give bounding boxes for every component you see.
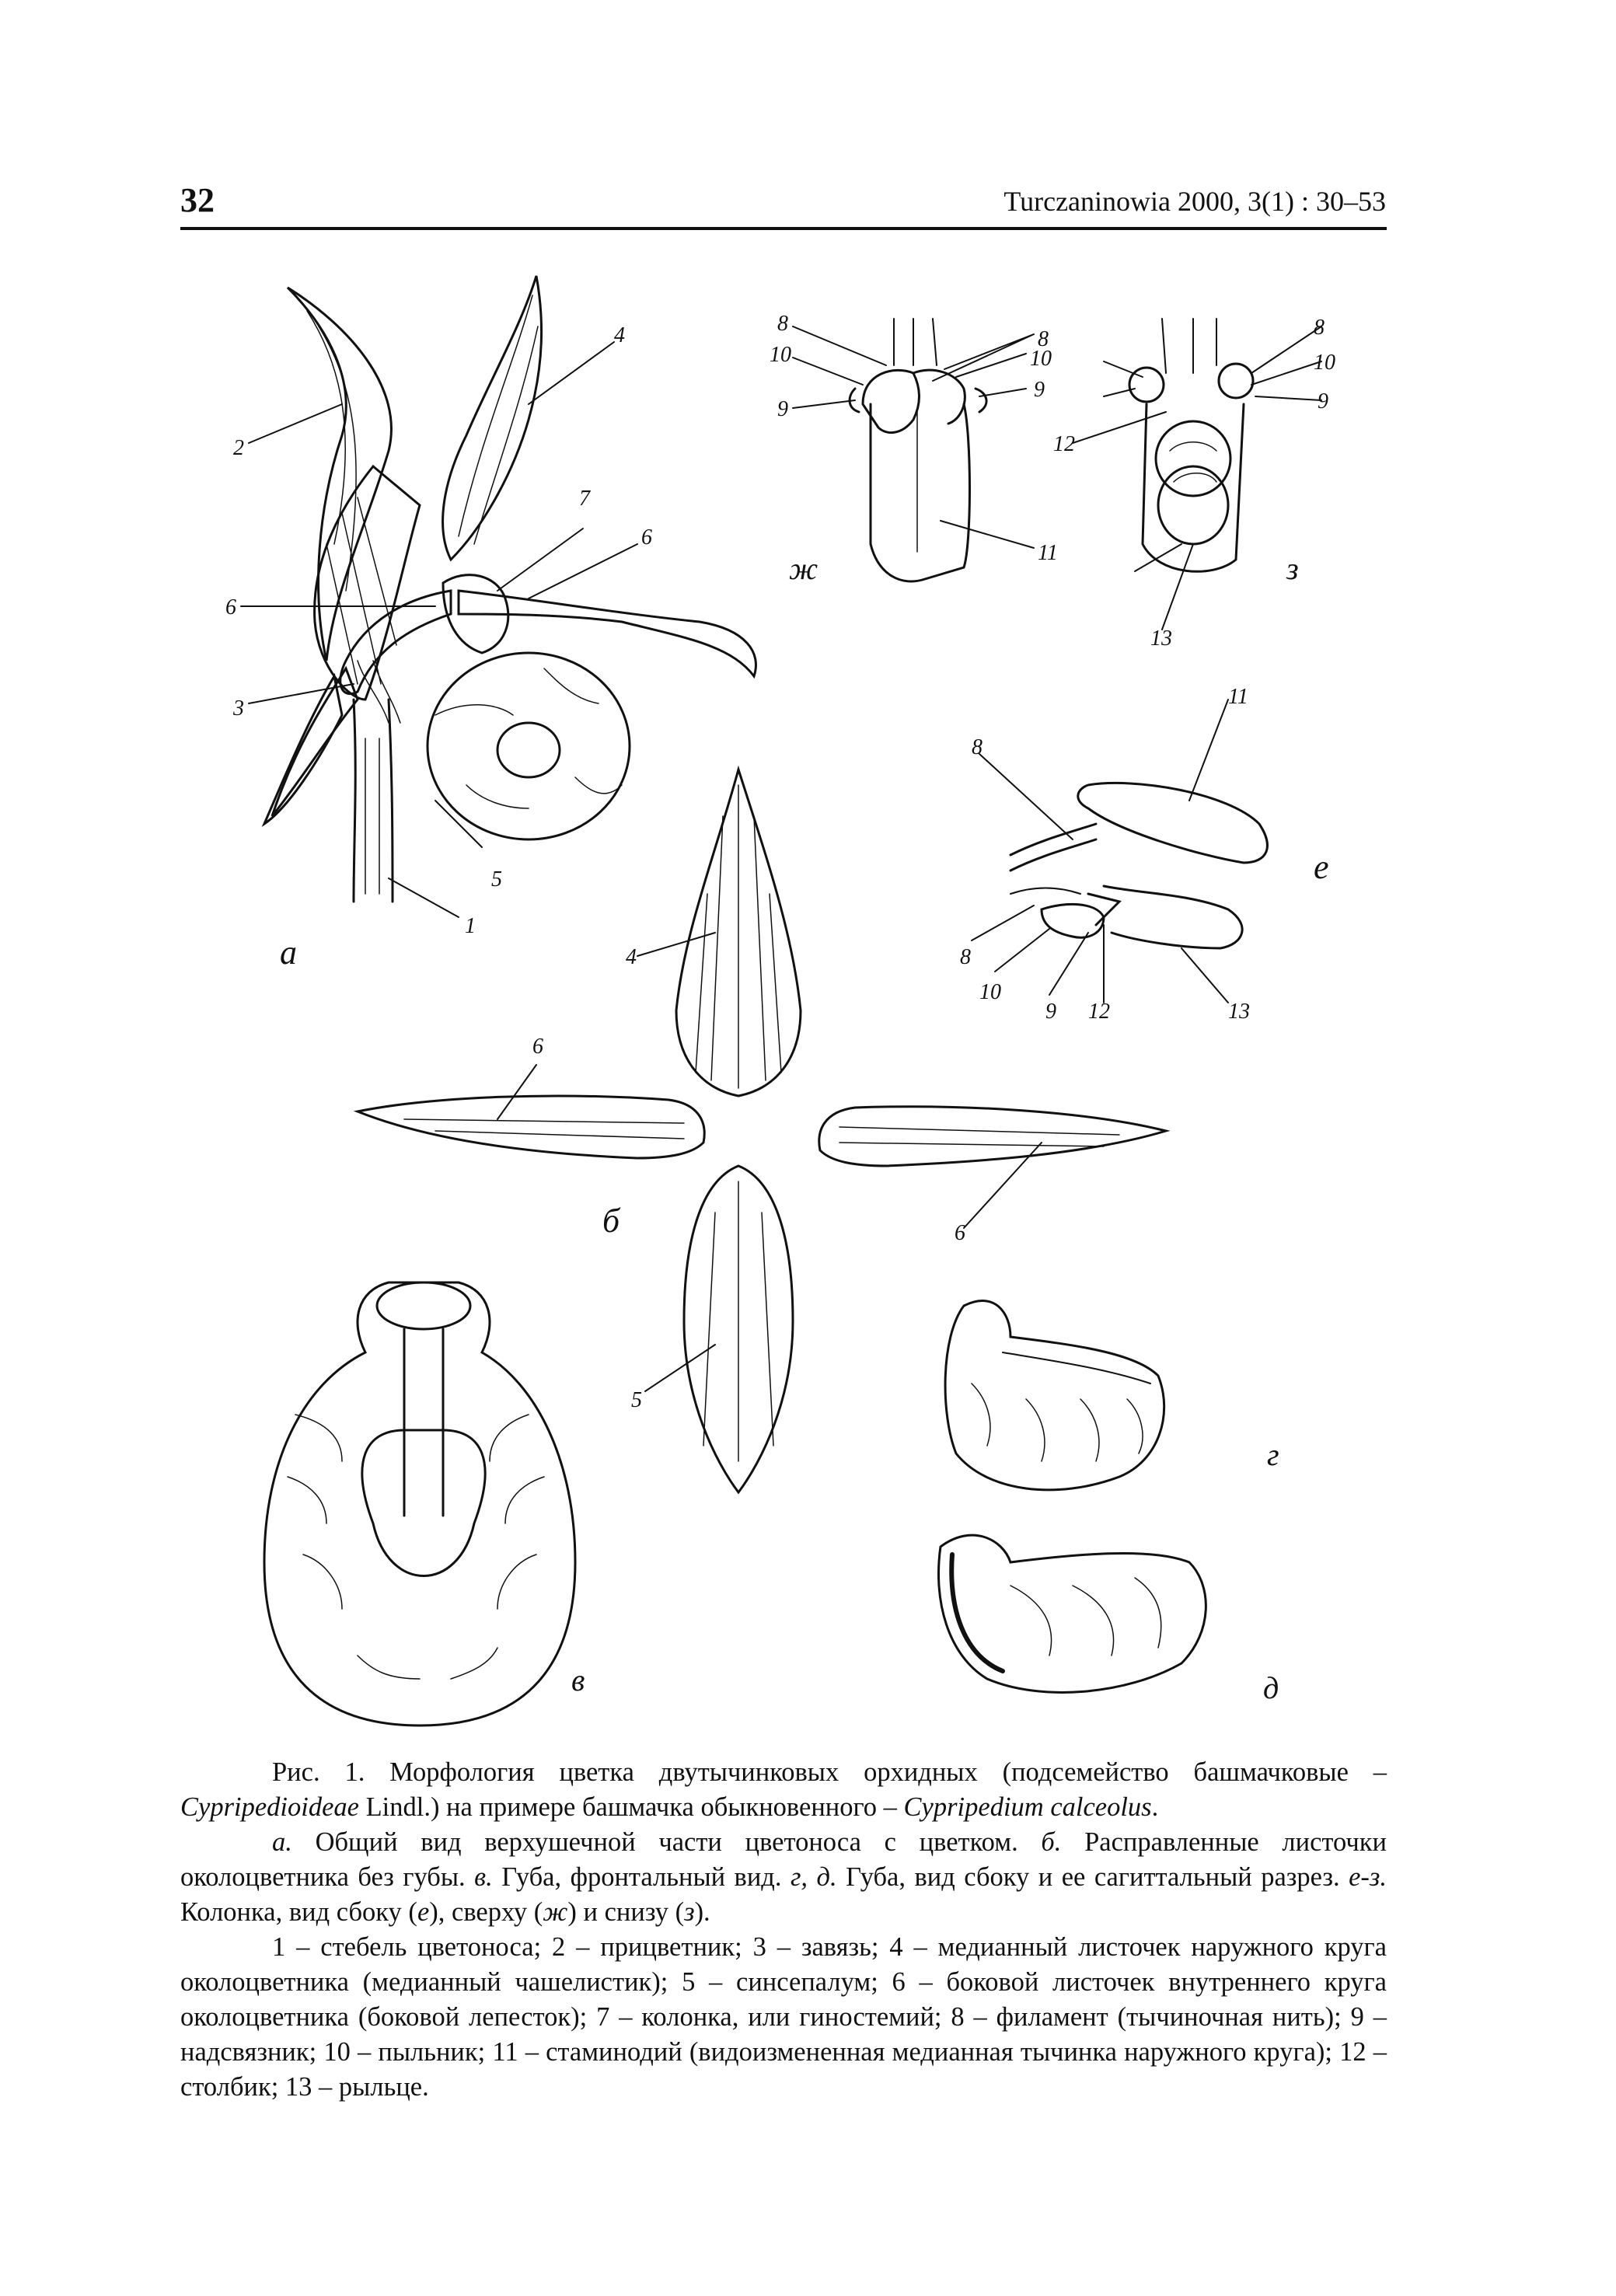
illustration-lip-side-view — [945, 1301, 1164, 1490]
label-11-top: 11 — [1038, 541, 1058, 565]
label-6-plant-left: 6 — [225, 595, 236, 619]
label-5-perianth: 5 — [631, 1388, 642, 1412]
label-9-bottom-view: 9 — [1318, 389, 1328, 413]
caption-legend: 1 – стебель цветоноса; 2 – прицветник; 3 – завязь; 4 – медианный листочек наружного круга околоцветника (медианный чашелистик); 5 – синсепалум; 6 – боковой листочек внутреннего круга околоцветника (боковой лепесток); 7 – колонка, или гиностемий; 8 – филамент (тычиночная нить); 9 – надсвязник; 10 – пыльник; 11 – стаминодий (видоизмененная медианная тычинка наружного круга); 12 – столбик; 13 – рыльце. — [180, 1932, 1387, 2102]
label-6-plant-right: 6 — [641, 525, 652, 550]
label-6-perianth-right: 6 — [955, 1221, 965, 1245]
label-8-top-left: 8 — [777, 312, 788, 336]
panel-label-a: а — [280, 933, 297, 972]
label-10-top-mid: 10 — [1030, 347, 1052, 371]
label-8-top-mid: 8 — [1038, 327, 1049, 351]
figure-caption — [180, 1755, 1387, 2105]
illustration-column-top-view — [793, 319, 1034, 581]
label-4-plant: 4 — [614, 323, 625, 347]
illustration-column-side-view — [972, 700, 1267, 1003]
label-8-side-top: 8 — [972, 735, 983, 759]
label-12-bottom-view: 12 — [1053, 432, 1075, 456]
label-11-side: 11 — [1228, 685, 1248, 709]
panel-label-g: г — [1267, 1437, 1279, 1472]
panel-label-e: е — [1314, 848, 1329, 886]
caption-panels: а. Общий вид верхушечной части цветоноса с цветком. б. Расправленные листочки околоцветника без губы. в. Губа, фронтальный вид. г, д. Губа, вид сбоку и ее сагиттальный разрез. е-з. Колонка, вид сбоку (е), сверху (ж) и снизу (з). — [180, 1827, 1387, 1927]
label-9-side: 9 — [1045, 1000, 1056, 1024]
journal-citation: Turczaninowia 2000, 3(1) : 30–53 — [1003, 186, 1386, 217]
illustration-column-bottom-view — [1073, 319, 1321, 630]
illustration-plant-general-view — [241, 276, 756, 917]
illustration-lip-sagittal-section — [939, 1535, 1206, 1692]
label-8-side-bottom: 8 — [960, 945, 971, 969]
label-8-bottom-view: 8 — [1314, 316, 1325, 340]
label-2: 2 — [233, 436, 244, 460]
illustration-lip-front-view — [264, 1282, 575, 1725]
panel-label-zh: ж — [789, 551, 818, 586]
label-3: 3 — [233, 696, 244, 721]
label-5-plant: 5 — [491, 867, 502, 892]
panel-label-z: з — [1286, 551, 1299, 586]
label-9-top-mid: 9 — [1034, 378, 1045, 402]
panel-label-b: б — [602, 1202, 620, 1240]
panel-label-d: д — [1263, 1670, 1279, 1705]
panel-label-v: в — [571, 1663, 585, 1698]
label-1: 1 — [465, 914, 476, 938]
label-13-side: 13 — [1228, 1000, 1250, 1024]
label-10-top-left: 10 — [770, 343, 791, 367]
label-10-bottom-view: 10 — [1314, 351, 1335, 375]
illustration-spread-perianth — [358, 769, 1166, 1492]
page-number: 32 — [180, 181, 215, 219]
label-12-side: 12 — [1088, 1000, 1110, 1024]
label-4-perianth: 4 — [626, 945, 637, 969]
label-6-perianth-left: 6 — [532, 1035, 543, 1059]
label-10-side: 10 — [979, 980, 1001, 1004]
label-7: 7 — [579, 487, 590, 511]
caption-title: Рис. 1. Морфология цветка двутычинковых орхидных (подсемейство башмачковые – Cypripedioideae Lindl.) на примере башмачка обыкновенного – Cypripedium calceolus. — [180, 1757, 1387, 1822]
label-9-top-left: 9 — [777, 397, 788, 421]
label-13-bottom-view: 13 — [1150, 626, 1172, 651]
